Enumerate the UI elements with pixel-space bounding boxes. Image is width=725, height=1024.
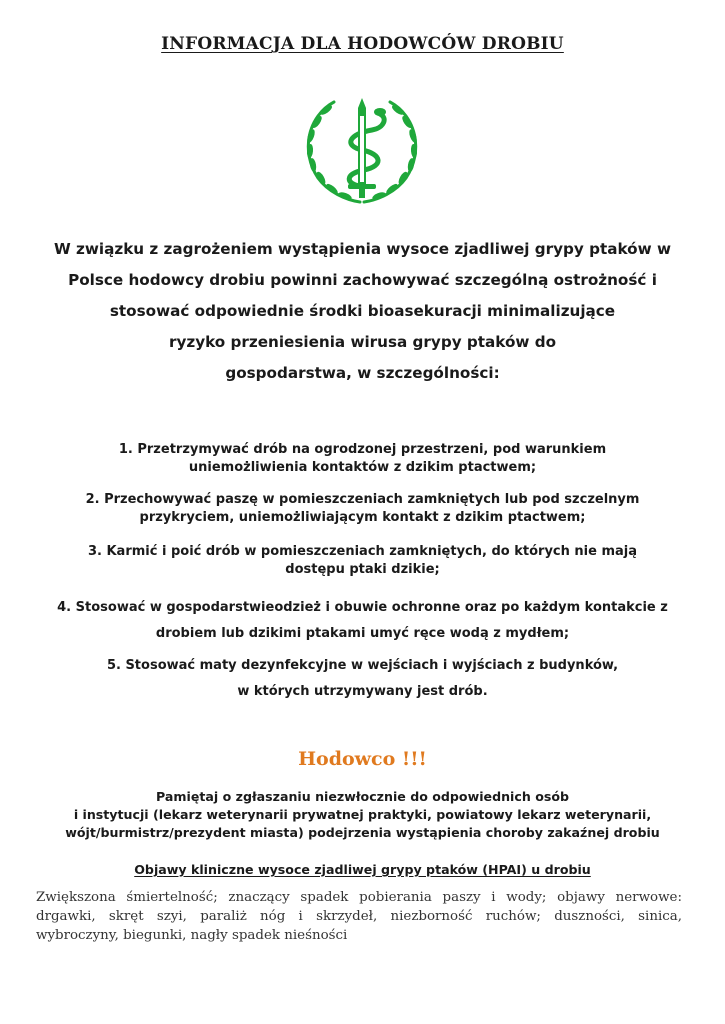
intro-line: ryzyko przeniesienia wirusa grypy ptaków do — [168, 333, 557, 351]
intro-line: W związku z zagrożeniem wystąpienia wysoce zjadliwej grypy ptaków w — [54, 240, 671, 258]
symptoms-line: wybroczyny, biegunki, nagły spadek nieśności — [36, 928, 348, 943]
measure-line: 1. Przetrzymywać drób na ogrodzonej przestrzeni, pod warunkiem — [118, 442, 607, 457]
measure-line: 5. Stosować maty dezynfekcyjne w wejściach i wyjściach z budynków, — [106, 658, 619, 673]
measure-item — [30, 543, 695, 579]
reminder-line: wójt/burmistrz/prezydent miasta) podejrzenia wystąpienia choroby zakaźnej drobiu — [65, 825, 660, 840]
breeder-callout: Hodowco !!! — [298, 748, 427, 770]
measure-line: przykryciem, uniemożliwiającym kontakt z dzikim ptactwem; — [139, 510, 586, 525]
symptoms-heading: Objawy kliniczne wysoce zjadliwej grypy ptaków (HPAI) u drobiu — [134, 862, 591, 877]
measure-item — [30, 491, 695, 527]
symptoms-line: Zwiększona śmiertelność; znaczący spadek pobierania paszy i wody; objawy nerwowe: — [36, 890, 682, 905]
measure-line: uniemożliwienia kontaktów z dzikim ptactwem; — [188, 460, 537, 475]
measure-line: 2. Przechowywać paszę w pomieszczeniach zamkniętych lub pod szczelnym — [85, 492, 640, 507]
measure-line: 4. Stosować w gospodarstwieodzież i obuwie ochronne oraz po każdym kontakcie z — [57, 600, 668, 615]
measure-item — [30, 441, 695, 477]
measure-item — [30, 653, 695, 705]
measure-line: 3. Karmić i poić drób w pomieszczeniach zamkniętych, do których nie mają — [87, 544, 638, 559]
symptoms-paragraph — [36, 888, 682, 945]
intro-line: stosować odpowiednie środki bioasekuracji minimalizujące — [109, 302, 616, 320]
intro-line: Polsce hodowcy drobiu powinni zachowywać szczególną ostrożność i — [68, 271, 657, 289]
veterinary-inspection-emblem-icon — [288, 96, 436, 206]
measure-line: w których utrzymywany jest drób. — [237, 684, 488, 699]
intro-paragraph — [30, 234, 695, 389]
reporting-reminder — [0, 788, 725, 842]
intro-line: gospodarstwa, w szczególności: — [225, 364, 500, 382]
measure-item — [30, 595, 695, 647]
reminder-line: Pamiętaj o zgłaszaniu niezwłocznie do odpowiednich osób — [155, 789, 570, 804]
measure-line: dostępu ptaki dzikie; — [285, 562, 440, 577]
reminder-line: i instytucji (lekarz weterynarii prywatnej praktyki, powiatowy lekarz weterynarii, — [73, 807, 652, 822]
measure-line: drobiem lub dzikimi ptakami umyć ręce wodą z mydłem; — [155, 626, 570, 641]
document-title: INFORMACJA DLA HODOWCÓW DROBIU — [161, 34, 564, 54]
symptoms-line: drgawki, skręt szyi, paraliż nóg i skrzydeł, niezborność ruchów; duszności, sinica, — [36, 909, 682, 924]
